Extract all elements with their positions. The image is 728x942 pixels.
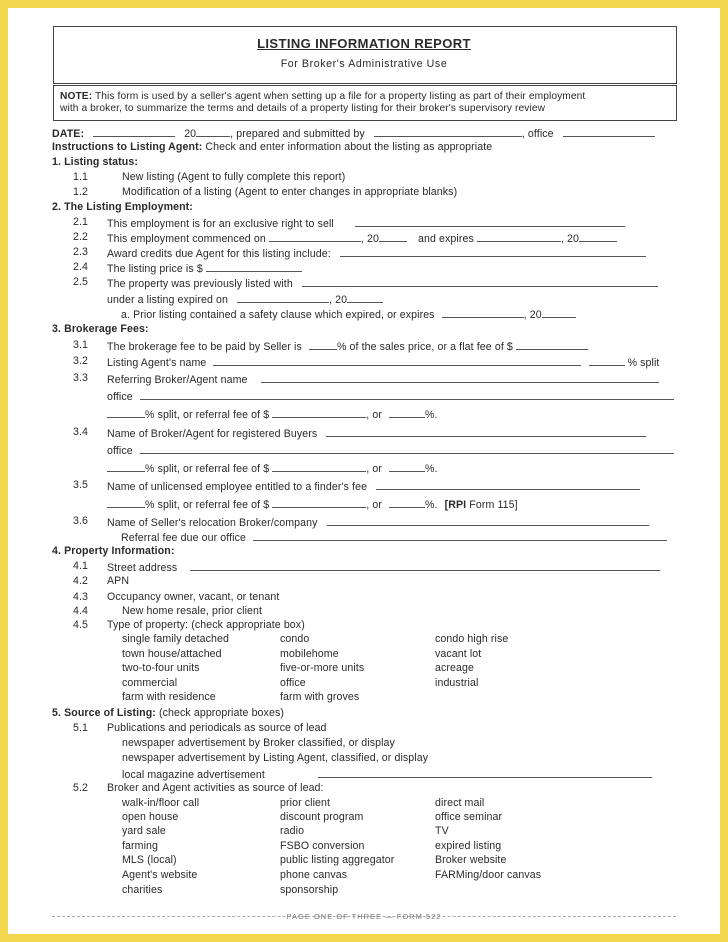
- item-4-3-num: 4.3: [73, 591, 89, 603]
- expires-field[interactable]: [477, 231, 561, 242]
- item-1-1-text: New listing (Agent to fully complete this report): [122, 171, 346, 183]
- referring-pct-field[interactable]: [389, 407, 425, 418]
- listing-price-field[interactable]: [206, 261, 302, 272]
- item-5-2-text: Broker and Agent activities as source of lead:: [107, 782, 324, 794]
- item-2-1: [107, 216, 625, 230]
- finder-name-field[interactable]: [376, 479, 640, 490]
- local-magazine-field[interactable]: [318, 767, 652, 778]
- item-5-1-text: Publications and periodicals as source of lead: [107, 722, 327, 734]
- item-2-1-num: 2.1: [73, 216, 89, 228]
- safety-year-field[interactable]: [542, 307, 576, 318]
- section-4-heading: 4. Property Information:: [52, 545, 175, 557]
- office-label: , office: [521, 128, 554, 140]
- property-type[interactable]: condo high rise: [435, 633, 509, 645]
- pct-label-35: %.: [425, 499, 438, 511]
- split-text-33: % split, or referral fee of $: [145, 409, 270, 421]
- property-type[interactable]: farm with groves: [280, 691, 360, 703]
- property-type[interactable]: office: [280, 677, 306, 689]
- lead-source[interactable]: FSBO conversion: [280, 840, 365, 852]
- office-label-34: office: [107, 445, 133, 457]
- new-home: New home resale, prior client: [122, 605, 263, 617]
- commenced-year-field[interactable]: [379, 231, 407, 242]
- property-type[interactable]: five-or-more units: [280, 662, 365, 674]
- lead-source[interactable]: expired listing: [435, 840, 502, 852]
- buyers-fee-field[interactable]: [272, 461, 366, 472]
- item-3-3-text: Referring Broker/Agent name: [107, 374, 248, 386]
- safety-clause-text: a. Prior listing contained a safety clause which expired, or expires: [121, 309, 435, 321]
- or-label-34: , or: [366, 463, 382, 475]
- item-2-1-text: This employment is for an exclusive right to sell: [107, 218, 334, 230]
- buyers-broker-field[interactable]: [326, 426, 646, 437]
- item-2-4-num: 2.4: [73, 261, 89, 273]
- lead-source[interactable]: office seminar: [435, 811, 503, 823]
- exclusive-field[interactable]: [355, 216, 625, 227]
- split-label: % split: [627, 357, 660, 369]
- date-line: [52, 126, 655, 140]
- item-2-4-text: The listing price is $: [107, 263, 203, 275]
- property-type[interactable]: town house/attached: [122, 648, 222, 660]
- item-3-5: [107, 479, 640, 493]
- item-3-5-text: Name of unlicensed employee entitled to a finder's fee: [107, 481, 368, 493]
- property-type[interactable]: farm with residence: [122, 691, 216, 703]
- form-title: LISTING INFORMATION REPORT: [257, 36, 471, 51]
- lead-source[interactable]: charities: [122, 884, 163, 896]
- occupancy: Occupancy owner, vacant, or tenant: [107, 591, 280, 603]
- award-credits-field[interactable]: [340, 246, 646, 257]
- property-type[interactable]: commercial: [122, 677, 178, 689]
- note-line-2: with a broker, to summarize the terms and details of a property listing for their broker's supervisory review: [60, 103, 546, 114]
- property-type[interactable]: vacant lot: [435, 648, 482, 660]
- previously-listed-field[interactable]: [302, 276, 658, 287]
- local-magazine-label[interactable]: local magazine advertisement: [122, 769, 265, 781]
- item-5-1-num: 5.1: [73, 722, 89, 734]
- item-3-4-num: 3.4: [73, 426, 89, 438]
- expires-year-field[interactable]: [579, 231, 617, 242]
- item-2-5-num: 2.5: [73, 276, 89, 288]
- expired-year-field[interactable]: [347, 292, 383, 303]
- item-3-4: [107, 426, 646, 440]
- referring-office-field[interactable]: [140, 389, 674, 400]
- finder-split-field[interactable]: [107, 497, 145, 508]
- street-address-field[interactable]: [190, 560, 660, 571]
- item-1-2-num: 1.2: [73, 186, 89, 198]
- referral-fee-label: Referral fee due our office: [121, 532, 246, 544]
- item-3-4-split: [107, 461, 438, 475]
- flat-fee-field[interactable]: [516, 339, 588, 350]
- item-2-5-text: The property was previously listed with: [107, 278, 293, 290]
- item-2-3-num: 2.3: [73, 246, 89, 258]
- instructions-text: Check and enter information about the listing as appropriate: [205, 141, 493, 153]
- instructions: [52, 141, 492, 153]
- item-3-5-split: [107, 497, 518, 511]
- section-5-heading: 5. Source of Listing:: [52, 707, 156, 719]
- commenced-year-label: , 20: [360, 233, 379, 245]
- lead-source[interactable]: TV: [435, 825, 449, 837]
- item-3-6: [107, 515, 649, 529]
- item-2-5-a: [121, 307, 576, 321]
- item-3-4-text: Name of Broker/Agent for registered Buyers: [107, 428, 318, 440]
- expired-on-field[interactable]: [237, 292, 329, 303]
- item-2-5-expired: [107, 292, 383, 306]
- or-label-35: , or: [366, 499, 382, 511]
- instructions-label: Instructions to Listing Agent:: [52, 141, 203, 153]
- lead-source[interactable]: Agent's website: [122, 869, 198, 881]
- rpi-form: Form 115]: [469, 499, 518, 511]
- expires-year-label: , 20: [560, 233, 580, 245]
- form-page: [8, 8, 720, 934]
- prepared-label: , prepared and submitted by: [230, 128, 365, 140]
- section-3-heading: 3. Brokerage Fees:: [52, 323, 149, 335]
- property-type[interactable]: condo: [280, 633, 310, 645]
- item-2-4: [107, 261, 302, 275]
- item-1-1-num: 1.1: [73, 171, 89, 183]
- item-2-5: [107, 276, 658, 290]
- item-3-3-office: [107, 389, 674, 403]
- item-3-3: [107, 372, 659, 386]
- expired-year-label: , 20: [329, 294, 348, 306]
- split-text-35: % split, or referral fee of $: [145, 499, 270, 511]
- buyers-office-field[interactable]: [140, 443, 674, 454]
- item-3-6-num: 3.6: [73, 515, 89, 527]
- item-2-3: [107, 246, 646, 260]
- lead-source[interactable]: phone canvas: [280, 869, 348, 881]
- note-label: NOTE:: [60, 91, 93, 102]
- header-box: [53, 26, 677, 84]
- property-type[interactable]: single family detached: [122, 633, 230, 645]
- office-label-33: office: [107, 391, 133, 403]
- lead-source[interactable]: open house: [122, 811, 179, 823]
- section-2-heading: 2. The Listing Employment:: [52, 201, 193, 213]
- referring-split-field[interactable]: [107, 407, 145, 418]
- lead-source[interactable]: prior client: [280, 797, 331, 809]
- item-3-1-text: The brokerage fee to be paid by Seller is: [107, 341, 302, 353]
- item-5-2-num: 5.2: [73, 782, 89, 794]
- lead-source[interactable]: FARMing/door canvas: [435, 869, 542, 881]
- property-type[interactable]: mobilehome: [280, 648, 339, 660]
- referring-fee-field[interactable]: [272, 407, 366, 418]
- item-3-2-num: 3.2: [73, 355, 89, 367]
- expired-on-label: under a listing expired on: [107, 294, 228, 306]
- lead-source[interactable]: farming: [122, 840, 159, 852]
- item-3-1-num: 3.1: [73, 339, 89, 351]
- item-3-3-split: [107, 407, 438, 421]
- item-3-6-referral: [121, 530, 667, 544]
- expires-label: and expires: [418, 233, 474, 245]
- flat-fee-label: % of the sales price, or a flat fee of $: [336, 341, 513, 353]
- item-2-2-text: This employment commenced on: [107, 233, 266, 245]
- item-2-2-num: 2.2: [73, 231, 89, 243]
- or-label-33: , or: [366, 409, 382, 421]
- item-3-5-num: 3.5: [73, 479, 89, 491]
- lead-source[interactable]: yard sale: [122, 825, 166, 837]
- item-4-1: [107, 560, 660, 574]
- section-5-heading-note: (check appropriate boxes): [158, 707, 284, 719]
- item-4-1-num: 4.1: [73, 560, 89, 572]
- lead-source[interactable]: discount program: [280, 811, 364, 823]
- date-year-field[interactable]: [196, 126, 230, 137]
- safety-expires-field[interactable]: [442, 307, 524, 318]
- type-of-property: Type of property: (check appropriate box): [107, 619, 305, 631]
- item-3-1: [107, 339, 588, 353]
- lead-source[interactable]: MLS (local): [122, 854, 177, 866]
- newspaper-agent[interactable]: newspaper advertisement by Listing Agent, classified, or display: [122, 752, 429, 764]
- item-4-2-num: 4.2: [73, 575, 89, 587]
- lead-source[interactable]: radio: [280, 825, 305, 837]
- newspaper-broker[interactable]: newspaper advertisement by Broker classified, or display: [122, 737, 395, 749]
- local-magazine: [122, 767, 652, 781]
- agent-name-field[interactable]: [213, 355, 581, 366]
- agent-split-field[interactable]: [589, 355, 625, 366]
- street-label: Street address: [107, 562, 178, 574]
- safety-year-label: , 20: [523, 309, 542, 321]
- lead-source[interactable]: direct mail: [435, 797, 485, 809]
- prepared-by-field[interactable]: [374, 126, 522, 137]
- item-1-2-text: Modification of a listing (Agent to enter changes in appropriate blanks): [122, 186, 458, 198]
- apn-label: APN: [107, 575, 130, 587]
- lead-source[interactable]: Broker website: [435, 854, 507, 866]
- item-4-5-num: 4.5: [73, 619, 89, 631]
- property-type[interactable]: two-to-four units: [122, 662, 200, 674]
- item-3-2-text: Listing Agent's name: [107, 357, 207, 369]
- item-4-4-num: 4.4: [73, 605, 89, 617]
- item-3-2: [107, 355, 659, 369]
- date-label: DATE:: [52, 128, 85, 140]
- item-2-3-text: Award credits due Agent for this listing include:: [107, 248, 331, 260]
- lead-source[interactable]: sponsorship: [280, 884, 339, 896]
- brokerage-pct-field[interactable]: [309, 339, 337, 350]
- section-5-heading-line: [52, 707, 284, 719]
- commenced-field[interactable]: [269, 231, 361, 242]
- rpi-label: [RPI: [444, 499, 467, 511]
- item-3-3-num: 3.3: [73, 372, 89, 384]
- property-type[interactable]: industrial: [435, 677, 479, 689]
- note-line-1: [60, 91, 585, 103]
- finder-pct-field[interactable]: [389, 497, 425, 508]
- property-type[interactable]: acreage: [435, 662, 474, 674]
- buyers-pct-field[interactable]: [389, 461, 425, 472]
- referral-fee-field[interactable]: [253, 530, 667, 541]
- item-3-4-office: [107, 443, 674, 457]
- section-1-heading: 1. Listing status:: [52, 156, 138, 168]
- note-text-1: This form is used by a seller's agent when setting up a file for a property listing as part of their employment: [94, 91, 586, 102]
- item-2-2: [107, 231, 617, 245]
- date-year: 20: [184, 128, 197, 140]
- pct-label-33: %.: [425, 409, 438, 421]
- split-text-34: % split, or referral fee of $: [145, 463, 270, 475]
- form-subtitle: For Broker's Administrative Use: [280, 58, 448, 70]
- referring-name-field[interactable]: [261, 372, 659, 383]
- finder-fee-field[interactable]: [272, 497, 366, 508]
- buyers-split-field[interactable]: [107, 461, 145, 472]
- date-field[interactable]: [93, 126, 175, 137]
- office-field[interactable]: [563, 126, 655, 137]
- lead-source[interactable]: walk-in/floor call: [122, 797, 200, 809]
- relocation-field[interactable]: [327, 515, 649, 526]
- footer-text: PAGE ONE OF THREE — FORM 522: [286, 912, 442, 921]
- item-3-6-text: Name of Seller's relocation Broker/company: [107, 517, 318, 529]
- lead-source[interactable]: public listing aggregator: [280, 854, 395, 866]
- pct-label-34: %.: [425, 463, 438, 475]
